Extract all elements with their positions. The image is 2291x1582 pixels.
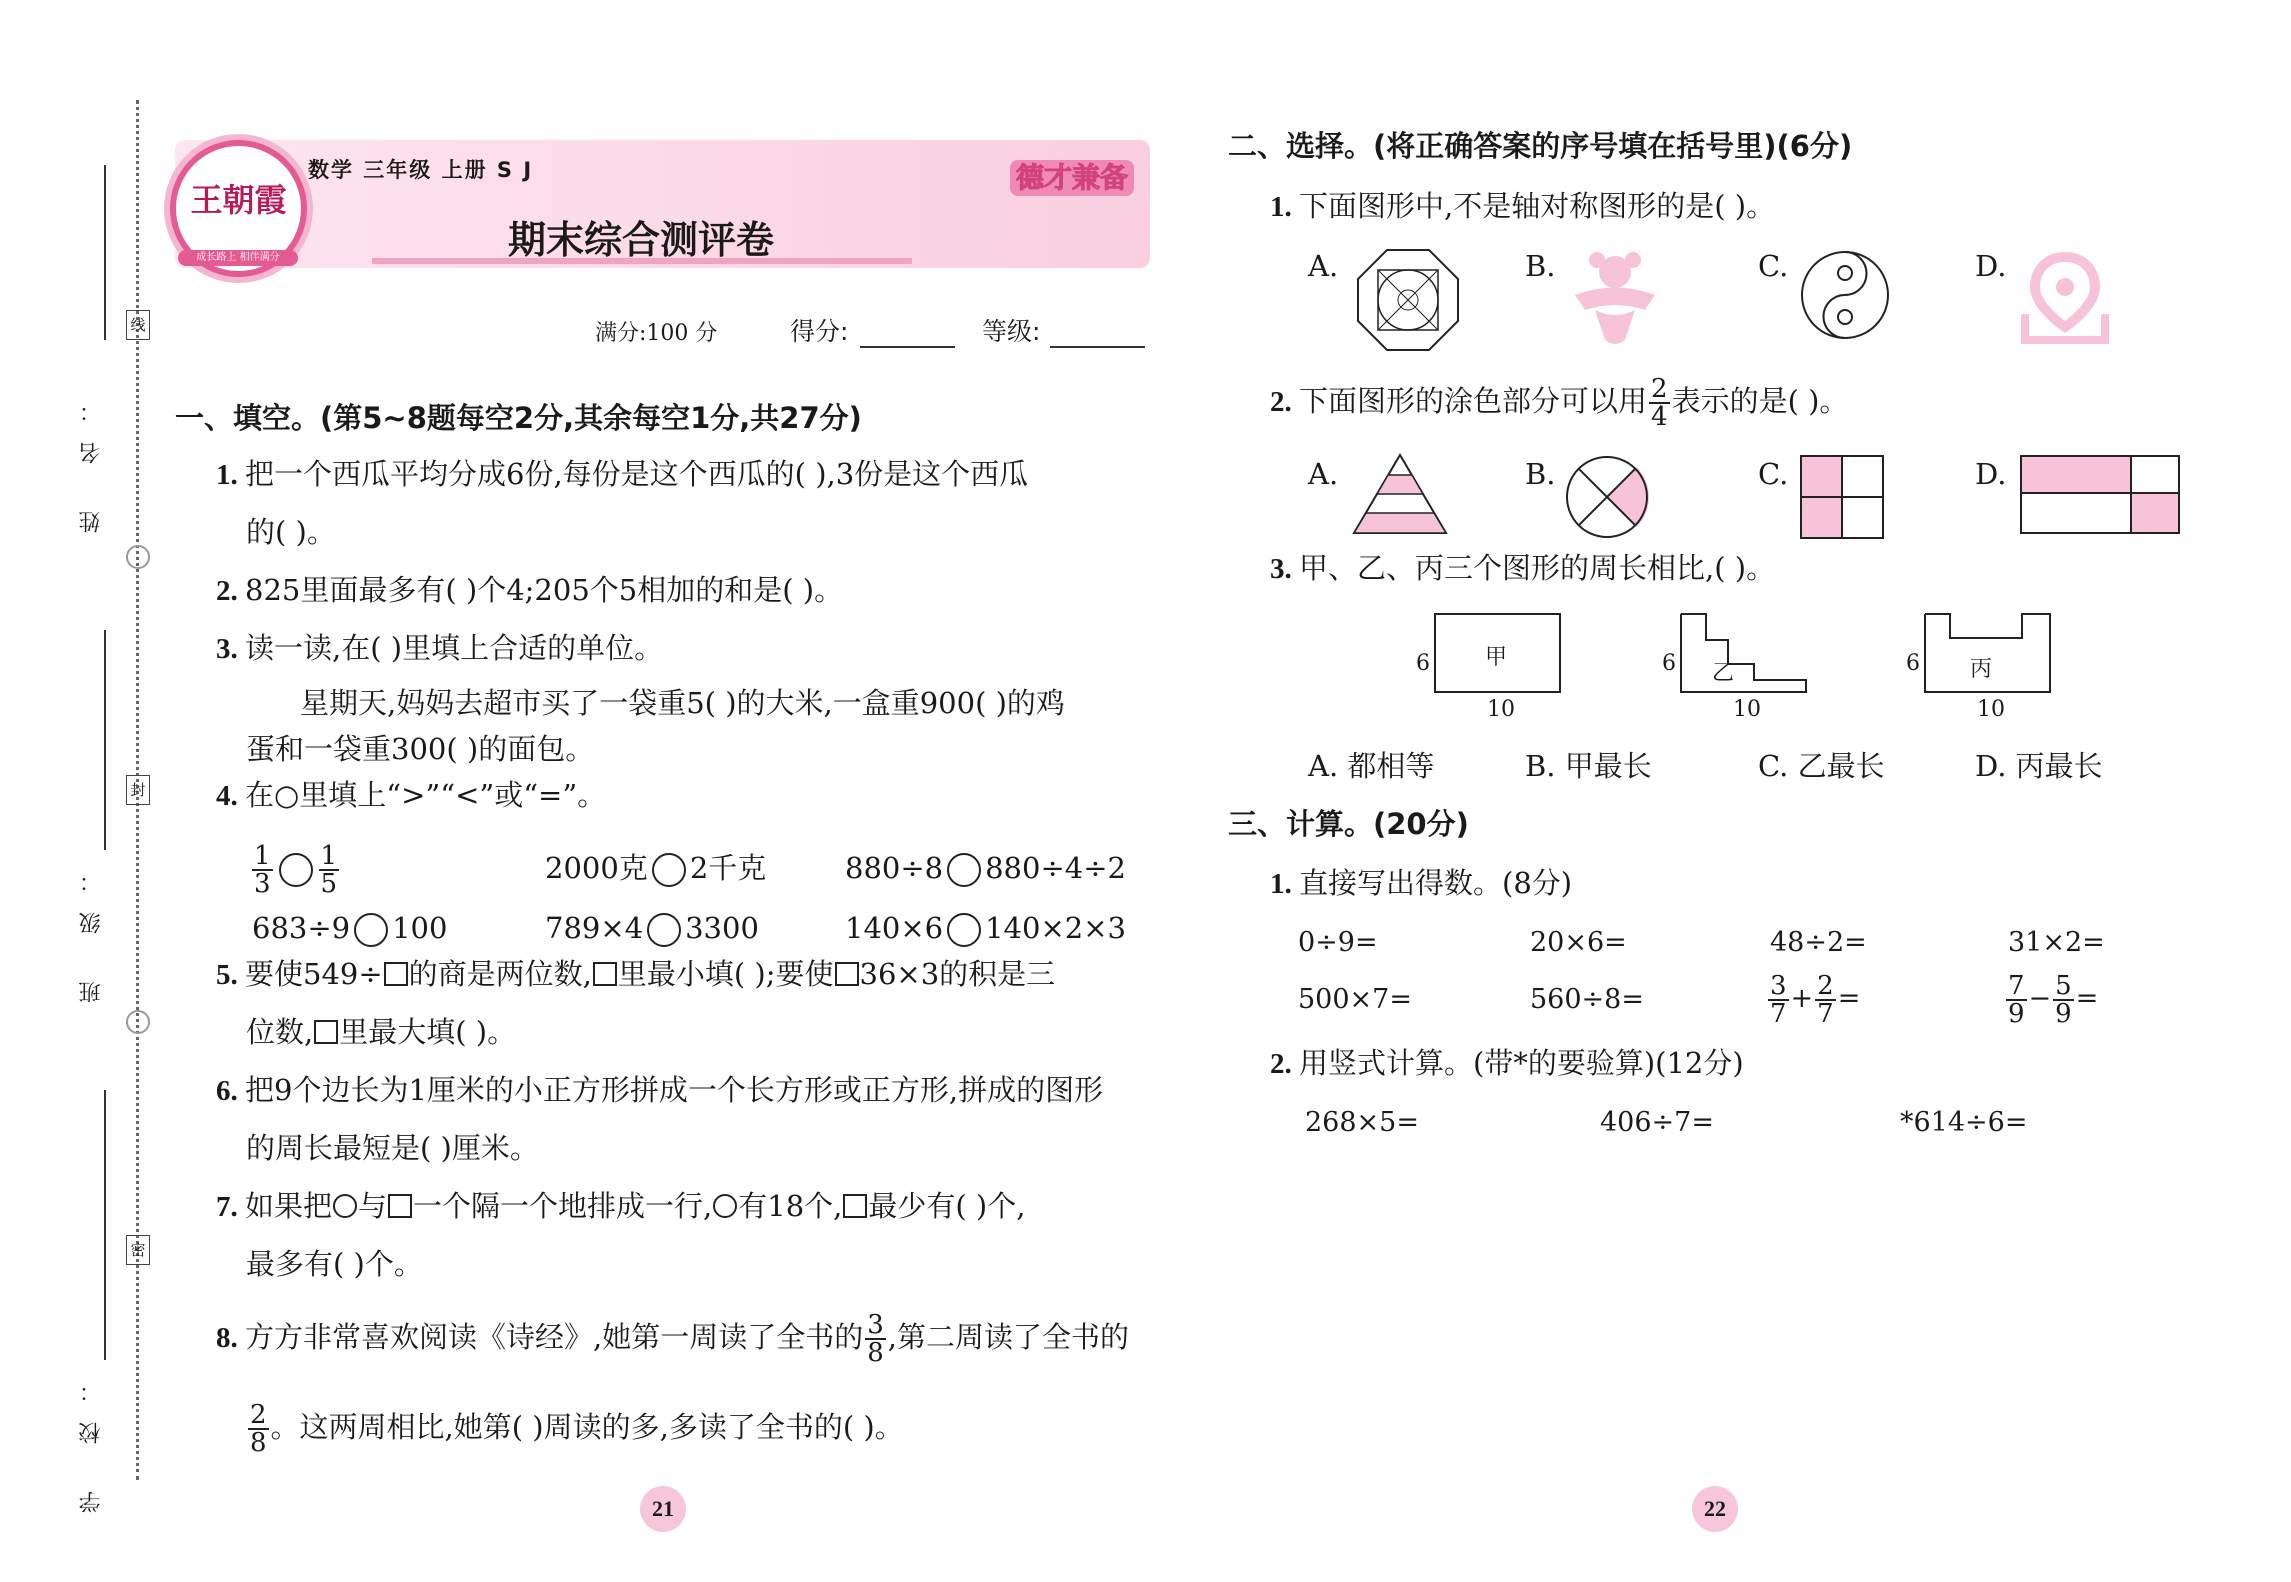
seal-mi: 密	[126, 1235, 150, 1265]
vertical-calc-1: 268×5=	[1305, 1107, 1419, 1138]
page-title: 期末综合测评卷	[508, 218, 775, 262]
class-label: 班 级：	[79, 850, 104, 1003]
q3-option-c[interactable]: C. 乙最长	[1758, 749, 1885, 783]
q2-option-a-label: A.	[1308, 457, 1339, 491]
quartered-square-figure	[1800, 455, 1884, 539]
question-1-3-text-cont: 蛋和一袋重300( )的面包。	[246, 732, 595, 766]
compare-circle[interactable]	[647, 913, 681, 947]
question-1-3-text: 星期天,妈妈去超市买了一袋重5( )的大米,一盒重900( )的鸡	[300, 686, 1065, 720]
calc-3: 48÷2=	[1770, 927, 1867, 958]
section2-title: 二、选择。(将正确答案的序号填在括号里)(6分)	[1228, 129, 1853, 163]
compare-fractions: $\frac{1}{3}$ $\frac{1}{5}$	[254, 841, 338, 899]
subject-line: 数学 三年级 上册 S J	[308, 158, 534, 182]
q2-option-c-label: C.	[1758, 457, 1789, 491]
page-number-left: 21	[640, 1486, 686, 1532]
score-label: 得分:	[790, 317, 849, 346]
question-2-2: 2. 下面图形的涂色部分可以用 $\frac{2}{4}$ 表示的是( )。	[1270, 374, 1849, 432]
calc-5: 500×7=	[1298, 984, 1412, 1015]
location-pin-figure	[2020, 252, 2110, 347]
question-3-1: 1. 直接写出得数。(8分)	[1270, 866, 1573, 900]
bing-width-label: 10	[1977, 697, 2005, 722]
calc-4: 31×2=	[2008, 927, 2105, 958]
full-marks: 满分:100 分	[595, 321, 718, 346]
jia-height-label: 6	[1416, 651, 1430, 676]
name-underline	[104, 165, 106, 340]
question-1-6: 6. 把9个边长为1厘米的小正方形拼成一个长方形或正方形,拼成的图形	[216, 1073, 1104, 1107]
question-1-1: 1. 把一个西瓜平均分成6份,每份是这个西瓜的( ),3份是这个西瓜	[216, 457, 1029, 491]
name-label: 姓 名：	[79, 380, 104, 533]
school-label: 学 校：	[79, 1360, 104, 1513]
bing-height-label: 6	[1906, 651, 1920, 676]
question-1-2: 2. 825里面最多有( )个4;205个5相加的和是( )。	[216, 573, 844, 607]
question-2-3: 3. 甲、乙、丙三个图形的周长相比,( )。	[1270, 551, 1776, 585]
compare-circle[interactable]	[279, 853, 313, 887]
question-1-1-cont: 的( )。	[246, 515, 336, 549]
calc-7: $\frac{3}{7}$ + $\frac{2}{7}$ =	[1770, 970, 1861, 1029]
question-1-8: 8. 方方非常喜欢阅读《诗经》,她第一周读了全书的 $\frac{3}{8}$ ,第二周读了全书的	[216, 1310, 1129, 1368]
q2-option-d-label: D.	[1975, 457, 2007, 491]
question-1-8-cont: $\frac{2}{8}$ 。这两周相比,她第( )周读的多,多读了全书的( )。	[250, 1400, 904, 1458]
yi-width-label: 10	[1733, 697, 1761, 722]
seal-xian: 线	[126, 310, 150, 340]
q2-option-b-label: B.	[1525, 457, 1556, 491]
compare-e: 789×4 3300	[545, 911, 759, 945]
vertical-calc-3: *614÷6=	[1900, 1107, 2028, 1138]
compare-d: 683÷9 100	[252, 911, 448, 945]
badge: 德才兼备	[1010, 160, 1134, 196]
section1-title: 一、填空。(第5~8题每空2分,其余每空1分,共27分)	[175, 401, 862, 435]
compare-circle[interactable]	[354, 913, 388, 947]
logo-text: 王朝霞	[190, 181, 287, 219]
logo-slogan: 成长路上 相伴满分	[178, 250, 298, 266]
option-d-label: D.	[1975, 249, 2007, 283]
jia-label: 甲	[1485, 645, 1508, 670]
class-underline	[104, 630, 106, 850]
striped-triangle-figure	[1350, 455, 1450, 535]
score-blank[interactable]	[860, 346, 955, 348]
option-b-label: B.	[1525, 249, 1556, 283]
compare-circle[interactable]	[947, 853, 981, 887]
question-1-3: 3. 读一读,在( )里填上合适的单位。	[216, 631, 664, 665]
compare-g: 140×6 140×2×3	[845, 911, 1126, 945]
grade-blank[interactable]	[1050, 346, 1145, 348]
grade-label: 等级:	[982, 317, 1041, 346]
paper-cut-figure	[1565, 250, 1665, 350]
question-1-4: 4. 在○里填上“>”“<”或“=”。	[216, 778, 607, 812]
compare-circle[interactable]	[947, 913, 981, 947]
yi-height-label: 6	[1662, 651, 1676, 676]
calc-8: $\frac{7}{9}$ − $\frac{5}{9}$ =	[2008, 970, 2099, 1029]
octagon-pattern-figure	[1358, 250, 1458, 350]
vertical-calc-2: 406÷7=	[1600, 1107, 1714, 1138]
question-2-1: 1. 下面图形中,不是轴对称图形的是( )。	[1270, 189, 1776, 223]
rectangle-strip-figure	[2020, 455, 2180, 535]
jia-width-label: 10	[1487, 697, 1515, 722]
question-1-7: 7. 如果把 与 一个隔一个地排成一行, 有18个, 最少有( )个,	[216, 1189, 1026, 1223]
compare-circle[interactable]	[652, 853, 686, 887]
compare-weights: 2000克 2千克	[545, 851, 767, 885]
section3-title: 三、计算。(20分)	[1228, 807, 1469, 841]
page-number-right: 22	[1692, 1486, 1738, 1532]
divided-circle-figure	[1565, 455, 1649, 539]
option-c-label: C.	[1758, 249, 1789, 283]
punch-hole-icon	[126, 545, 150, 569]
question-1-5-cont: 位数, 里最大填( )。	[246, 1015, 517, 1049]
yi-label: 乙	[1712, 661, 1735, 686]
q3-option-a[interactable]: A. 都相等	[1308, 749, 1435, 783]
compare-division: 880÷8 880÷4÷2	[845, 851, 1126, 885]
question-1-6-cont: 的周长最短是( )厘米。	[246, 1131, 539, 1165]
seal-feng: 封	[126, 775, 150, 805]
calc-1: 0÷9=	[1298, 927, 1378, 958]
yin-yang-figure	[1800, 250, 1890, 340]
q3-option-d[interactable]: D. 丙最长	[1975, 749, 2103, 783]
question-1-5: 5. 要使549÷ 的商是两位数, 里最小填( );要使 36×3的积是三	[216, 957, 1056, 991]
calc-2: 20×6=	[1530, 927, 1627, 958]
q3-option-b[interactable]: B. 甲最长	[1525, 749, 1652, 783]
option-a-label: A.	[1308, 249, 1339, 283]
punch-hole-icon	[126, 1010, 150, 1034]
bing-label: 丙	[1970, 657, 1993, 682]
question-1-7-cont: 最多有( )个。	[246, 1247, 423, 1281]
calc-6: 560÷8=	[1530, 984, 1644, 1015]
school-underline	[104, 1090, 106, 1360]
question-3-2: 2. 用竖式计算。(带*的要验算)(12分)	[1270, 1046, 1744, 1080]
